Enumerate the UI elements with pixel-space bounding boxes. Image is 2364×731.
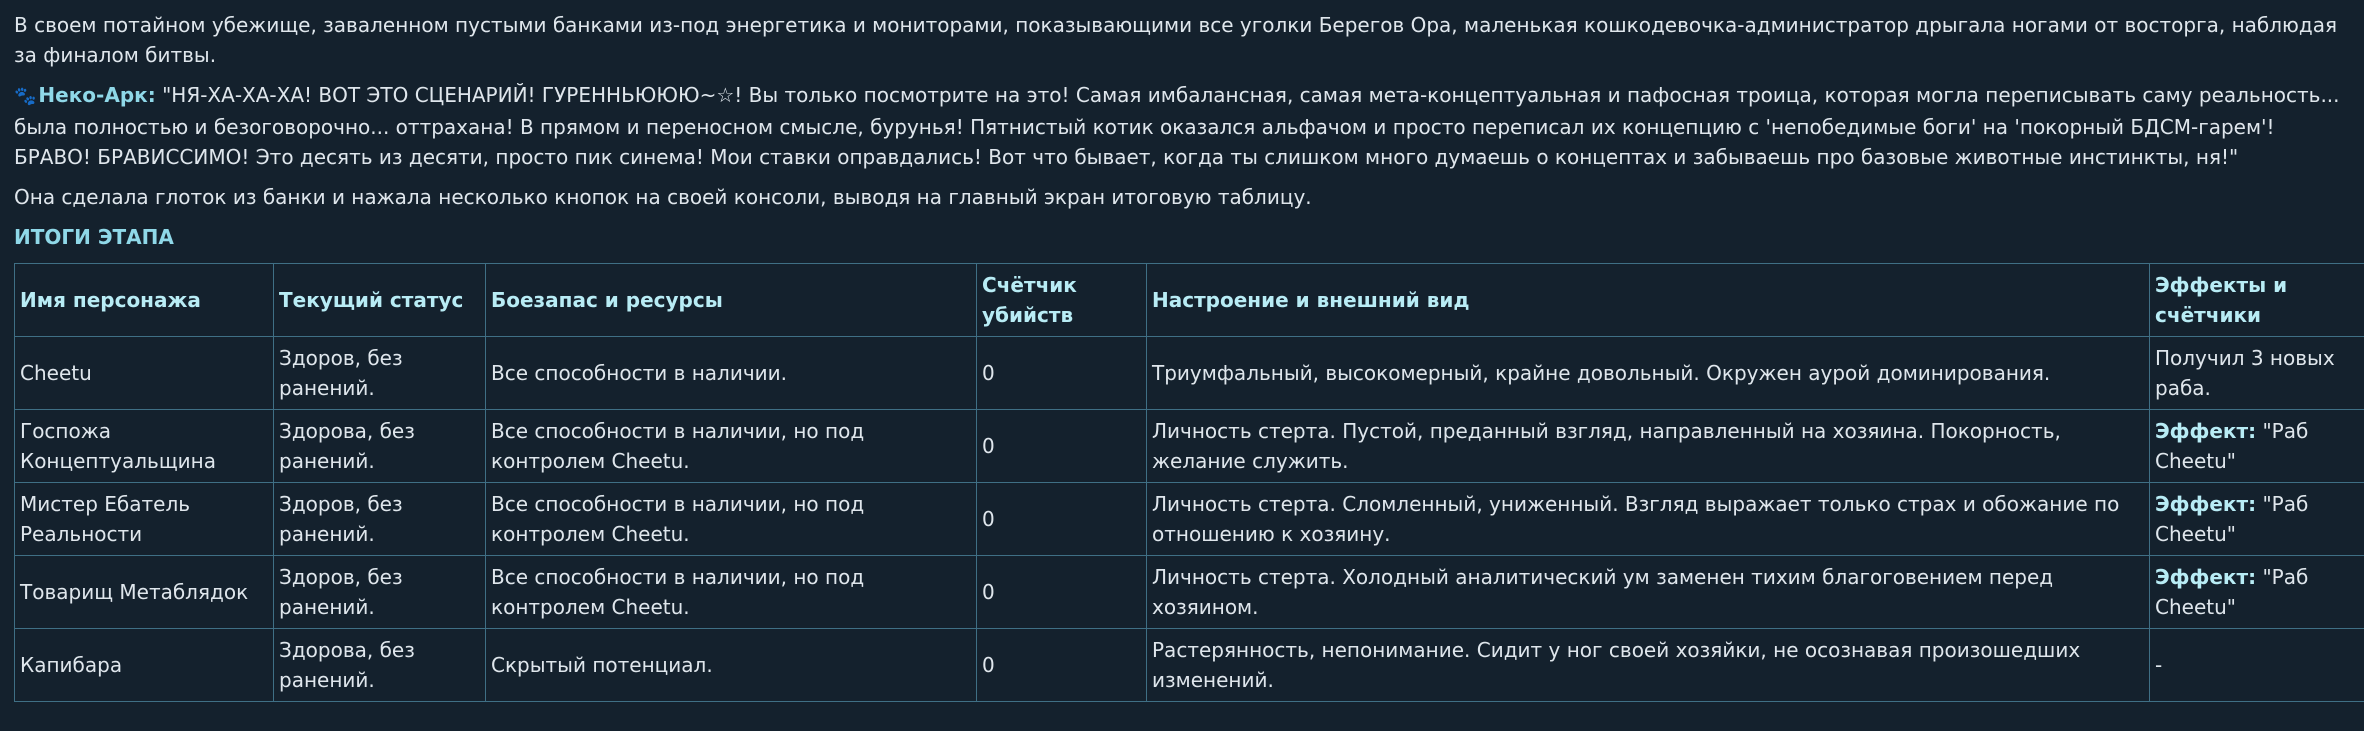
- cell-mood: Личность стерта. Пустой, преданный взгляд, направленный на хозяина. Покорность, желание служить.: [1147, 410, 2150, 483]
- speaker-name: Неко-Арк:: [38, 83, 156, 107]
- effect-label: Эффект:: [2155, 565, 2257, 589]
- table-row: [15, 337, 2364, 410]
- cell-mood: Растерянность, непонимание. Сидит у ног своей хозяйки, не осознавая произошедших изменений.: [1147, 629, 2150, 702]
- col-header-resources: Боезапас и ресурсы: [486, 264, 977, 337]
- speech-text: "НЯ-ХА-ХА-ХА! ВОТ ЭТО СЦЕНАРИЙ! ГУРЕННЬЮЮЮ~☆! Вы только посмотрите на это! Самая имбалансная, самая мета-концептуальная и пафосная троица, которая могла переписывать саму реальность... была полностью и безоговорочно... оттрахана! В прямом и переносном смысле, бурунья! Пятнистый котик оказался альфачом и просто переписал их концепцию с 'непобедимые боги' на 'покорный БДСМ-гарем'! БРАВО! БРАВИССИМО! Это десять из десяти, просто пик синема! Мои ставки оправдались! Вот что бывает, когда ты слишком много думаешь о концептах и забываешь про базовые животные инстинкты, ня!": [14, 83, 2340, 169]
- cell-effects: [2150, 556, 2364, 629]
- cell-kills: 0: [977, 337, 1147, 410]
- cell-effects: [2150, 410, 2364, 483]
- cell-mood: Триумфальный, высокомерный, крайне довольный. Окружен аурой доминирования.: [1147, 337, 2150, 410]
- speech-paragraph: [14, 80, 2350, 172]
- cell-status: Здорова, без ранений.: [274, 629, 486, 702]
- cell-status: Здоров, без ранений.: [274, 556, 486, 629]
- paw-icon: 🐾: [14, 86, 37, 107]
- col-header-name: Имя персонажа: [15, 264, 274, 337]
- cell-mood: Личность стерта. Сломленный, униженный. Взгляд выражает только страх и обожание по отношению к хозяину.: [1147, 483, 2150, 556]
- cell-resources: Все способности в наличии, но под контролем Cheetu.: [486, 556, 977, 629]
- effect-text: Получил 3 новых раба.: [2155, 346, 2335, 400]
- section-title: ИТОГИ ЭТАПА: [14, 225, 174, 249]
- col-header-effects: Эффекты и счётчики: [2150, 264, 2364, 337]
- effect-text: -: [2155, 653, 2163, 677]
- table-row: [15, 629, 2364, 702]
- outro-paragraph: Она сделала глоток из банки и нажала несколько кнопок на своей консоли, выводя на главный экран итоговую таблицу.: [14, 185, 1312, 209]
- col-header-kills: Счётчик убийств: [977, 264, 1147, 337]
- cell-name: Капибара: [15, 629, 274, 702]
- table-header-row: [15, 264, 2364, 337]
- cell-resources: Все способности в наличии.: [486, 337, 977, 410]
- cell-status: Здоров, без ранений.: [274, 337, 486, 410]
- table-row: [15, 556, 2364, 629]
- cell-kills: 0: [977, 629, 1147, 702]
- cell-status: Здоров, без ранений.: [274, 483, 486, 556]
- cell-kills: 0: [977, 483, 1147, 556]
- cell-effects: [2150, 483, 2364, 556]
- cell-status: Здорова, без ранений.: [274, 410, 486, 483]
- cell-kills: 0: [977, 556, 1147, 629]
- effect-label: Эффект:: [2155, 419, 2257, 443]
- cell-name: Cheetu: [15, 337, 274, 410]
- effect-text: "Раб Cheetu": [2155, 565, 2309, 619]
- cell-resources: Все способности в наличии, но под контролем Cheetu.: [486, 410, 977, 483]
- cell-mood: Личность стерта. Холодный аналитический ум заменен тихим благоговением перед хозяином.: [1147, 556, 2150, 629]
- cell-kills: 0: [977, 410, 1147, 483]
- cell-resources: Скрытый потенциал.: [486, 629, 977, 702]
- effect-text: "Раб Cheetu": [2155, 419, 2309, 473]
- cell-resources: Все способности в наличии, но под контролем Cheetu.: [486, 483, 977, 556]
- cell-name: Товарищ Метаблядок: [15, 556, 274, 629]
- cell-effects: [2150, 337, 2364, 410]
- cell-name: Мистер Ебатель Реальности: [15, 483, 274, 556]
- cell-effects: [2150, 629, 2364, 702]
- intro-paragraph: В своем потайном убежище, заваленном пустыми банками из-под энергетика и мониторами, показывающими все уголки Берегов Ора, маленькая кошкодевочка-администратор дрыгала ногами от восторга, наблюдая за финалом битвы.: [14, 13, 2337, 67]
- table-row: [15, 410, 2364, 483]
- results-table: [14, 263, 2364, 702]
- effect-text: "Раб Cheetu": [2155, 492, 2309, 546]
- table-row: [15, 483, 2364, 556]
- cell-name: Госпожа Концептуальщина: [15, 410, 274, 483]
- effect-label: Эффект:: [2155, 492, 2257, 516]
- col-header-status: Текущий статус: [274, 264, 486, 337]
- col-header-mood: Настроение и внешний вид: [1147, 264, 2150, 337]
